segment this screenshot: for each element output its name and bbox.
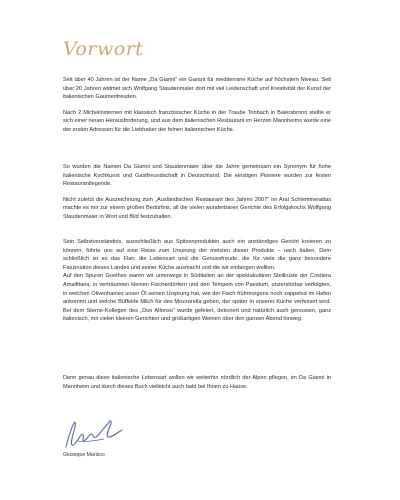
- intro-section: [63, 76, 331, 142]
- paragraph-1: Seit über 40 Jahren ist der Name „Da Gianni“ ein Garant für mediterrane Küche auf höchstem Niveau. Seit über 20 Jahren widmet sich Wolfgang Staudenmaier dort mit viel Leidenschaft und Kreativität der Kunst der italienischen Gaumenfreuden.: [63, 77, 331, 101]
- paragraph-6: Auf den Spuren Goethes waren wir unterwegs in Süditalien an der spektakulären Steilküste der Costiera Amalfitana, in verträumten kleinen Fischerdörfern und den Tempeln von Paestum, unzerstörbar verfolgten, in welchen Olivenhaines unser Öl seinen Ursprung hat, wie der Fisch frühmorgens noch zappelnd im Hafen ankommt und welche Büffelde Milch für des Mozzarella geben, der später in unserer Küche verfeinert wird. Bei dem Sterne-Kollegen des „Don Alfonso“ wurde gefeiert, dekoriert und natürlich auch genossen, ganz italienisch, mit vielen kleinen Gerichten und großartigen Weinen über den ganzen Abend hinweg.: [63, 273, 331, 323]
- paragraph-7: Denn genau diese italienische Lebensart wollen wir weiterhin nördlich der Alpen pflegen, im Da Gianni in Mannheim und durch dieses Buch vielleicht auch bald bei Ihnen zu Hause.: [63, 375, 331, 390]
- journey-section: [63, 238, 331, 331]
- page-title: Vorwort: [63, 38, 144, 60]
- paragraph-4: Nicht zuletzt die Auszeichnung zum „Ausländischen Restaurant des Jahres 2007“ im Aral Schlemmeratlas machte es mir zur einem großen Bedürfnis, all die vielen wunderbaren Gerichte des Erfolgskochs Wolfgang Staudenmaier in Wort und Bild festzuhalten.: [63, 196, 331, 220]
- paragraph-2: Nach 2 Michelinsternen mit klassisch französischer Küche in der Traube Tonbach in Baiersbronn stellte er sich einer neuen Herausforderung, und aus dem italienischen Restaurant im Herzen Mannheims wurde eine der ersten Adressen für die Liebhaber der feinen italienischen Küche.: [63, 109, 331, 133]
- paragraph-3: So wurden die Namen Da Gianni und Staudenmaier über die Jahre gemeinsam ein Synonym für hohe italienische Kochkunst und Gastfreundschaft in Deutschland. Die einstigen Pioniere wurden zur festen Restaurantlegende.: [63, 164, 331, 188]
- history-section: [63, 163, 331, 229]
- paragraph-5: Sein Selbstverständnis, ausschließlich aus Spitzenprodukten auch ein anständiges Gericht kreieren zu können, führte uns auf eine Reise zum Ursprung der meisten dieser Produkte – nach Italien. Dem schließlich ist es das Flair, die Lebensart und die Genussfreude, die für viele die ganz besondere Faszination dieses Landes und seiner Küche ausmacht und die wir einfangen wollten.: [63, 239, 331, 271]
- closing-section: [63, 374, 331, 398]
- signature-icon: [62, 417, 132, 451]
- signature-name: Giuseppe Marisco: [63, 452, 105, 458]
